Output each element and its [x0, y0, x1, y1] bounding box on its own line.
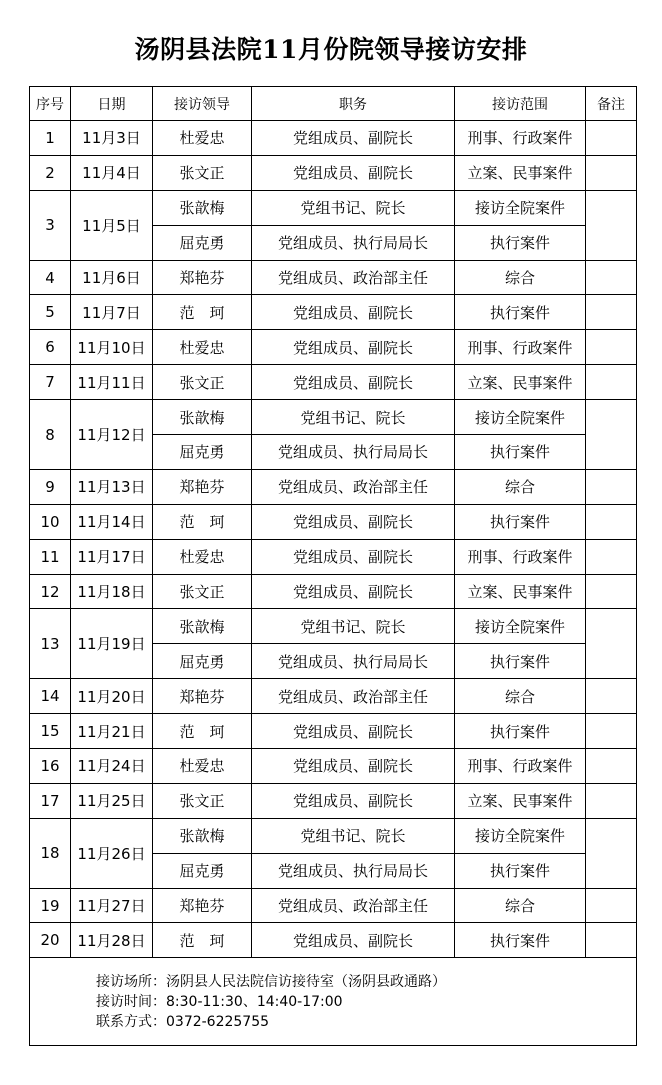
row-date: 11月18日 — [71, 574, 153, 609]
row-leader: 张文正 — [153, 365, 252, 400]
table-row — [30, 574, 637, 609]
row-scope: 接访全院案件 — [455, 400, 586, 435]
row-scope: 立案、民事案件 — [455, 783, 586, 818]
row-leader: 屈克勇 — [153, 225, 252, 260]
row-scope: 执行案件 — [455, 295, 586, 330]
row-leader: 张歆梅 — [153, 400, 252, 435]
table-row — [30, 888, 637, 923]
row-note — [586, 260, 637, 295]
row-leader: 范 珂 — [153, 504, 252, 539]
row-position: 党组书记、院长 — [252, 609, 455, 644]
row-number: 9 — [30, 469, 71, 504]
row-scope: 立案、民事案件 — [455, 365, 586, 400]
row-scope: 刑事、行政案件 — [455, 330, 586, 365]
row-number: 4 — [30, 260, 71, 295]
table-body — [30, 121, 637, 958]
row-position: 党组成员、副院长 — [252, 783, 455, 818]
row-date: 11月20日 — [71, 679, 153, 714]
row-note — [586, 469, 637, 504]
row-date: 11月21日 — [71, 714, 153, 749]
table-row — [30, 504, 637, 539]
row-date: 11月19日 — [71, 609, 153, 679]
row-leader: 张歆梅 — [153, 190, 252, 225]
table-row — [30, 714, 637, 749]
row-number: 5 — [30, 295, 71, 330]
table-row — [30, 121, 637, 156]
row-leader: 张歆梅 — [153, 818, 252, 853]
row-scope: 执行案件 — [455, 923, 586, 958]
row-number: 19 — [30, 888, 71, 923]
footer-contact: 联系方式：0372-6225755 — [96, 1013, 270, 1030]
row-note — [586, 818, 637, 888]
row-scope: 接访全院案件 — [455, 190, 586, 225]
table-row — [30, 330, 637, 365]
row-position: 党组成员、副院长 — [252, 330, 455, 365]
row-scope: 综合 — [455, 260, 586, 295]
row-scope: 立案、民事案件 — [455, 574, 586, 609]
footer-info — [30, 958, 637, 1046]
row-note — [586, 714, 637, 749]
row-leader: 杜爱忠 — [153, 539, 252, 574]
row-date: 11月13日 — [71, 469, 153, 504]
table-header-row — [30, 87, 637, 121]
row-number: 14 — [30, 679, 71, 714]
row-date: 11月26日 — [71, 818, 153, 888]
row-position: 党组成员、执行局局长 — [252, 853, 455, 888]
row-leader: 郑艳芬 — [153, 260, 252, 295]
header-date: 日期 — [71, 87, 153, 121]
table-row — [30, 923, 637, 958]
row-position: 党组成员、副院长 — [252, 121, 455, 156]
row-number: 8 — [30, 400, 71, 470]
row-date: 11月5日 — [71, 190, 153, 260]
row-note — [586, 923, 637, 958]
row-position: 党组成员、政治部主任 — [252, 260, 455, 295]
row-scope: 立案、民事案件 — [455, 155, 586, 190]
row-leader: 郑艳芬 — [153, 469, 252, 504]
row-scope: 接访全院案件 — [455, 609, 586, 644]
table-row — [30, 295, 637, 330]
row-leader: 张文正 — [153, 155, 252, 190]
row-note — [586, 539, 637, 574]
row-leader: 屈克勇 — [153, 644, 252, 679]
row-leader: 屈克勇 — [153, 853, 252, 888]
row-position: 党组成员、副院长 — [252, 574, 455, 609]
row-position: 党组书记、院长 — [252, 400, 455, 435]
row-date: 11月27日 — [71, 888, 153, 923]
row-number: 17 — [30, 783, 71, 818]
row-scope: 执行案件 — [455, 435, 586, 470]
schedule-table — [29, 86, 637, 1046]
table-row — [30, 609, 637, 644]
row-note — [586, 749, 637, 784]
row-position: 党组成员、副院长 — [252, 714, 455, 749]
row-number: 15 — [30, 714, 71, 749]
header-scope: 接访范围 — [455, 87, 586, 121]
footer-location: 接访场所：汤阴县人民法院信访接待室（汤阴县政通路） — [96, 973, 446, 990]
row-scope: 执行案件 — [455, 714, 586, 749]
row-number: 3 — [30, 190, 71, 260]
row-number: 11 — [30, 539, 71, 574]
row-leader: 张文正 — [153, 574, 252, 609]
row-number: 12 — [30, 574, 71, 609]
table-row — [30, 365, 637, 400]
row-note — [586, 121, 637, 156]
header-no: 序号 — [30, 87, 71, 121]
row-leader: 范 珂 — [153, 714, 252, 749]
row-note — [586, 504, 637, 539]
table-row — [30, 260, 637, 295]
row-date: 11月10日 — [71, 330, 153, 365]
row-scope: 执行案件 — [455, 853, 586, 888]
row-leader: 杜爱忠 — [153, 121, 252, 156]
header-leader: 接访领导 — [153, 87, 252, 121]
footer-time: 接访时间：8:30-11:30、14:40-17:00 — [96, 993, 343, 1010]
row-position: 党组成员、政治部主任 — [252, 469, 455, 504]
row-note — [586, 190, 637, 260]
row-leader: 张歆梅 — [153, 609, 252, 644]
row-leader: 杜爱忠 — [153, 330, 252, 365]
row-scope: 综合 — [455, 679, 586, 714]
row-note — [586, 295, 637, 330]
row-scope: 执行案件 — [455, 504, 586, 539]
row-leader: 屈克勇 — [153, 435, 252, 470]
row-leader: 范 珂 — [153, 295, 252, 330]
row-number: 16 — [30, 749, 71, 784]
header-position: 职务 — [252, 87, 455, 121]
row-scope: 刑事、行政案件 — [455, 539, 586, 574]
header-note: 备注 — [586, 87, 637, 121]
row-scope: 刑事、行政案件 — [455, 121, 586, 156]
row-position: 党组成员、副院长 — [252, 749, 455, 784]
row-note — [586, 609, 637, 679]
row-date: 11月3日 — [71, 121, 153, 156]
table-row — [30, 749, 637, 784]
row-position: 党组成员、副院长 — [252, 539, 455, 574]
row-date: 11月17日 — [71, 539, 153, 574]
row-leader: 张文正 — [153, 783, 252, 818]
row-position: 党组成员、执行局局长 — [252, 435, 455, 470]
row-date: 11月12日 — [71, 400, 153, 470]
row-date: 11月28日 — [71, 923, 153, 958]
row-position: 党组书记、院长 — [252, 190, 455, 225]
row-note — [586, 679, 637, 714]
row-note — [586, 888, 637, 923]
row-number: 7 — [30, 365, 71, 400]
row-position: 党组成员、副院长 — [252, 923, 455, 958]
row-number: 1 — [30, 121, 71, 156]
row-scope: 综合 — [455, 469, 586, 504]
row-scope: 执行案件 — [455, 644, 586, 679]
row-number: 20 — [30, 923, 71, 958]
row-scope: 执行案件 — [455, 225, 586, 260]
row-number: 18 — [30, 818, 71, 888]
row-position: 党组成员、副院长 — [252, 504, 455, 539]
table-row — [30, 818, 637, 853]
row-position: 党组成员、政治部主任 — [252, 888, 455, 923]
row-position: 党组成员、执行局局长 — [252, 644, 455, 679]
table-row — [30, 539, 637, 574]
row-date: 11月24日 — [71, 749, 153, 784]
row-date: 11月4日 — [71, 155, 153, 190]
row-position: 党组成员、副院长 — [252, 295, 455, 330]
row-scope: 综合 — [455, 888, 586, 923]
row-note — [586, 400, 637, 470]
row-position: 党组成员、政治部主任 — [252, 679, 455, 714]
table-row — [30, 679, 637, 714]
row-date: 11月11日 — [71, 365, 153, 400]
row-note — [586, 783, 637, 818]
row-date: 11月7日 — [71, 295, 153, 330]
row-position: 党组成员、副院长 — [252, 155, 455, 190]
row-number: 2 — [30, 155, 71, 190]
row-date: 11月6日 — [71, 260, 153, 295]
row-number: 6 — [30, 330, 71, 365]
row-number: 13 — [30, 609, 71, 679]
row-leader: 郑艳芬 — [153, 679, 252, 714]
row-date: 11月25日 — [71, 783, 153, 818]
row-note — [586, 330, 637, 365]
row-position: 党组成员、副院长 — [252, 365, 455, 400]
row-scope: 接访全院案件 — [455, 818, 586, 853]
table-row — [30, 190, 637, 225]
row-note — [586, 155, 637, 190]
table-row — [30, 155, 637, 190]
row-leader: 范 珂 — [153, 923, 252, 958]
row-position: 党组成员、执行局局长 — [252, 225, 455, 260]
table-row — [30, 469, 637, 504]
row-note — [586, 574, 637, 609]
row-leader: 郑艳芬 — [153, 888, 252, 923]
row-date: 11月14日 — [71, 504, 153, 539]
footer-row — [30, 958, 637, 1046]
document-title: 汤阴县法院11月份院领导接访安排 — [134, 35, 528, 64]
row-note — [586, 365, 637, 400]
row-number: 10 — [30, 504, 71, 539]
row-leader: 杜爱忠 — [153, 749, 252, 784]
row-position: 党组书记、院长 — [252, 818, 455, 853]
row-scope: 刑事、行政案件 — [455, 749, 586, 784]
table-row — [30, 400, 637, 435]
table-row — [30, 783, 637, 818]
